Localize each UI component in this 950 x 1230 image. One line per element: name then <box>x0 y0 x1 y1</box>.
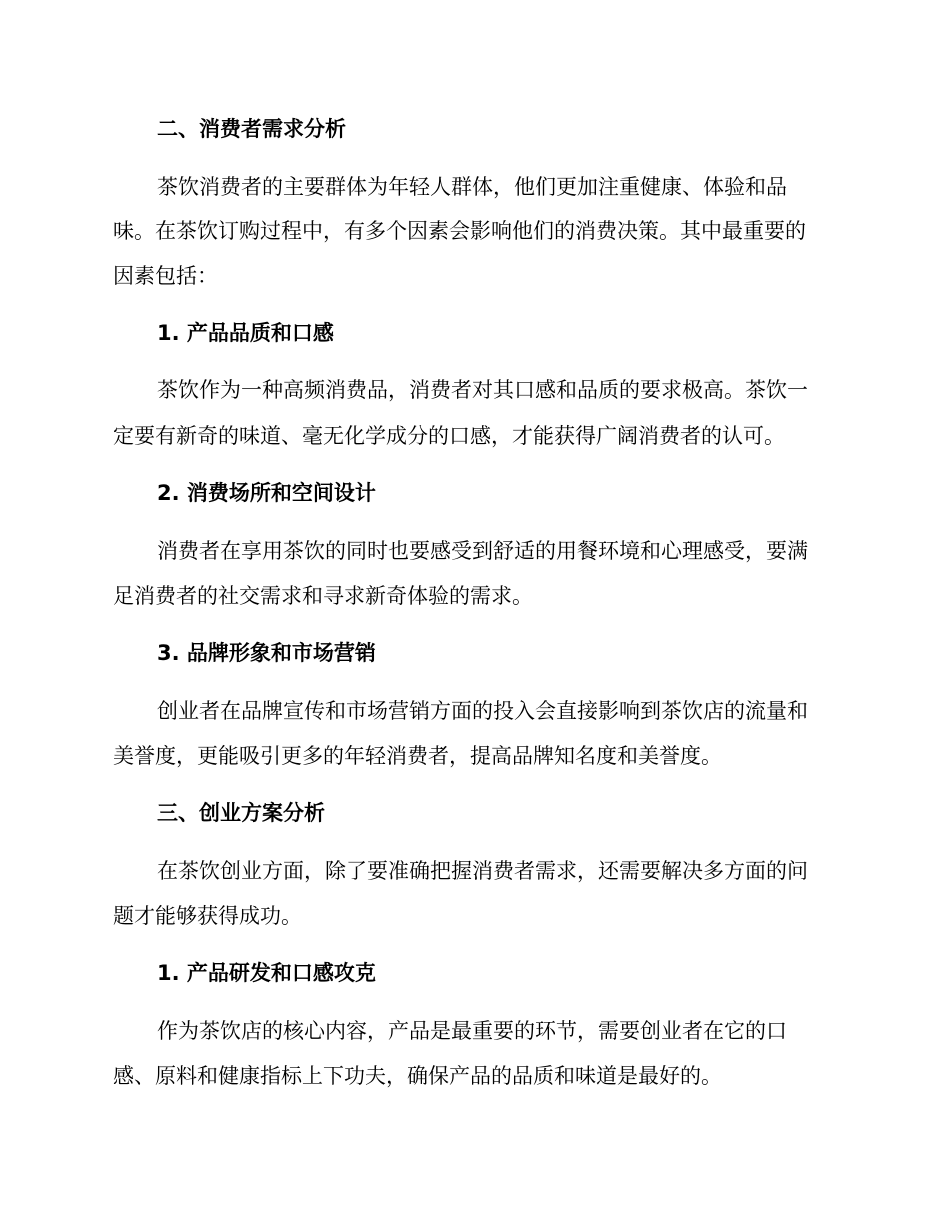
subheading-venue-design: 2. 消费场所和空间设计 <box>157 481 376 505</box>
paragraph-line: 在茶饮创业方面，除了要准确把握消费者需求，还需要解决多方面的问 <box>157 859 808 883</box>
section-heading-consumer-demand: 二、消费者需求分析 <box>157 117 346 141</box>
paragraph-line: 定要有新奇的味道、毫无化学成分的口感，才能获得广阔消费者的认可。 <box>113 424 785 448</box>
paragraph-line: 题才能够获得成功。 <box>113 904 302 928</box>
paragraph-line: 作为茶饮店的核心内容，产品是最重要的环节，需要创业者在它的口 <box>157 1019 787 1043</box>
subheading-product-quality: 1. 产品品质和口感 <box>157 321 334 345</box>
section-heading-business-plan: 三、创业方案分析 <box>157 801 325 825</box>
paragraph-line: 足消费者的社交需求和寻求新奇体验的需求。 <box>113 584 533 608</box>
paragraph-line: 感、原料和健康指标上下功夫，确保产品的品质和味道是最好的。 <box>113 1064 722 1088</box>
paragraph-line: 创业者在品牌宣传和市场营销方面的投入会直接影响到茶饮店的流量和 <box>157 699 808 723</box>
subheading-brand-marketing: 3. 品牌形象和市场营销 <box>157 641 376 665</box>
subheading-product-development: 1. 产品研发和口感攻克 <box>157 961 376 985</box>
paragraph-line: 美誉度，更能吸引更多的年轻消费者，提高品牌知名度和美誉度。 <box>113 744 722 768</box>
paragraph-line: 因素包括： <box>113 264 218 288</box>
paragraph-line: 消费者在享用茶饮的同时也要感受到舒适的用餐环境和心理感受，要满 <box>157 539 808 563</box>
paragraph-line: 茶饮作为一种高频消费品，消费者对其口感和品质的要求极高。茶饮一 <box>157 378 808 402</box>
paragraph-line: 味。在茶饮订购过程中，有多个因素会影响他们的消费决策。其中最重要的 <box>113 219 806 243</box>
paragraph-line: 茶饮消费者的主要群体为年轻人群体，他们更加注重健康、体验和品 <box>157 175 787 199</box>
